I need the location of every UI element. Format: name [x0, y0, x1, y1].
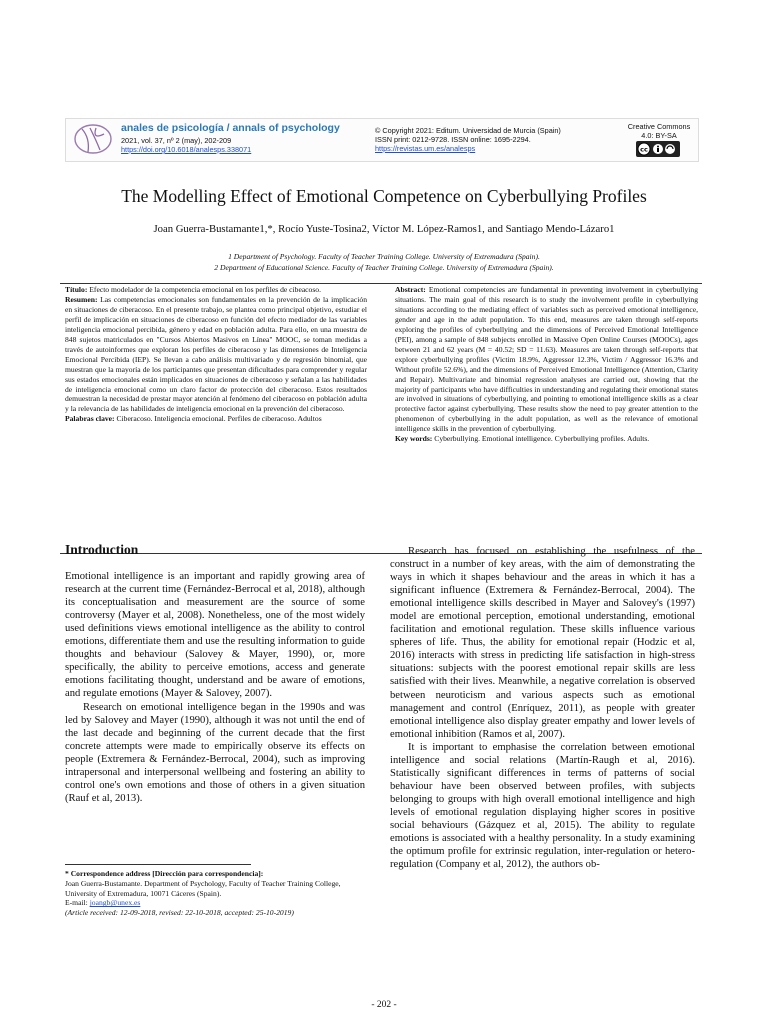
titulo-text: Efecto modelador de la competencia emocional en los perfiles de cibeacoso. [89, 285, 322, 294]
footnote-body: Joan Guerra-Bustamante. Department of Psychology, Faculty of Teacher Training College, University of Extremadura, 10071 Cáceres (Spain). [65, 878, 341, 898]
journal-issue: 2021, vol. 37, nº 2 (may), 202-209 [121, 136, 232, 145]
paper-title: The Modelling Effect of Emotional Competence on Cyberbullying Profiles [121, 186, 647, 206]
page-number: - 202 - [371, 1000, 397, 1010]
cc-label: Creative Commons [627, 122, 691, 131]
keywords-text: Cyberbullying. Emotional intelligence. Cyberbullying profiles. Adults. [434, 434, 650, 444]
body-paragraph-2: It is important to emphasise the correlation between emotional intelligence and social relations (Martín-Raugh et al, 2016). Statistically significant differences in terms of patterns of social behaviour have been observed between profiles, with subjects belonging to groups with high overall emotional intelligence and high levels of emotional regulation displaying higher scores in positive social behaviours (Gázquez et al, 2015). The ability to regulate emotions is associated with a healthy personality. In a study examining the optimum profile for extrinsic regulation, inter-regulation or hetero-regulation (Company et al, 2012), the authors ob- [390, 741, 695, 871]
resumen-label: Resumen: [65, 294, 98, 304]
affiliation-2: 2 Department of Educational Science. Faculty of Teacher Training College. University of Extremadura (Spain). [214, 263, 554, 272]
palabras-clave-text: Ciberacoso. Inteligencia emocional. Perfiles de ciberacoso. Adultos [116, 414, 322, 424]
journal-logo-icon [70, 120, 116, 158]
abstract-top-rule [60, 283, 702, 284]
intro-paragraph-2: Research on emotional intelligence began in the 1990s and was led by Salovey and Mayer (1990), although it was not until the end of the last decade and beginning of the current decade that the first concrete attempts were made to empirically observe its effects on people (Extremera & Fernández-Berrocal, 2004), such as improving intrapersonal and interpersonal wellbeing and fostering an ability to control one's own emotions and those of others in a given situation (Rauf et al, 2013). [65, 701, 365, 804]
email-link[interactable]: joangb@unex.es [89, 898, 141, 908]
author-list: Joan Guerra-Bustamante1,*, Rocío Yuste-Tosina2, Víctor M. López-Ramos1, and Santiago Mendo-Lázaro1 [153, 223, 615, 235]
resumen-text: Las competencias emocionales son fundamentales en la prevención de la implicación en situaciones de ciberacoso. En el presente trabajo, se plantea como principal objetivo, estudiar el perfil de implicación en situaciones de ciberacoso en función del efecto mediador de las variables inteligencia emocional percibida, género y edad en población adulta. Para ello, en una muestra de 848 sujetos matriculados en "Cursos Abiertos Masivos en Línea" MOOC, se toman medidas a través de autoinformes que exploran los perfiles de ciberacoso y las dimensiones de Inteligencia Emocional Percibida (IEP). Se llevan a cabo análisis multivariado y de regresión binomial, que muestran que la mayoría de los participantes que presentan dificultades para comprender y regular sus estados emocionales están implicados en situaciones de ciberacoso y señalan a las habilidades de inteligencia emocional como un claro factor de protección del ciberacoso. Estos resultados demuestran la necesidad de prestar mayor atención al fenómeno del ciberacoso en población adulta y la relevancia de las habilidades de inteligencia emocional en la prevención del ciberacoso. [65, 294, 367, 414]
issn-text: ISSN print: 0212-9728. ISSN online: 1695-2294. [375, 135, 531, 144]
journal-name: anales de psicología / annals of psychology [121, 122, 340, 134]
abstract-label: Abstract: [395, 285, 426, 294]
article-dates: (Article received: 12-09-2018, revised: 22-10-2018, accepted: 25-10-2019) [65, 908, 294, 918]
abstract-spanish [65, 285, 367, 424]
titulo-label: Título: [65, 285, 88, 294]
svg-text:cc: cc [640, 145, 648, 154]
right-column [390, 545, 695, 871]
footnote-rule [65, 864, 251, 865]
journal-url-link[interactable]: https://revistas.um.es/analesps [375, 144, 476, 153]
cc-version: 4.0: BY-SA [641, 131, 677, 140]
footnote-label: * Correspondence address [Dirección para correspondencia]: [65, 869, 264, 878]
abstract-english [395, 285, 698, 444]
copyright-text: © Copyright 2021: Editum. Universidad de Murcia (Spain) [375, 126, 561, 135]
body-paragraph-1: Research has focused on establishing the usefulness of the construct in a number of key areas, with the aim of demonstrating the ways in which it shapes behaviour and the areas in which it has a significant influence (Extremera & Fernández-Berrocal, 2004). The emotional intelligence skills described in Mayer and Salovey's (1997) model are emotional perception, emotional understanding, emotional facilitation and emotional regulation. These skills influence various spheres of life. Thus, the ability for emotional repair (Hodzic et al, 2016) interacts with stress in predicting life satisfaction in high-stress situations: subjects with the poorest emotional repair skills are less satisfied with their lives. Meanwhile, a negative correlation is observed between neuroticism and various aspects such as emotional management and control (Enríquez, 2011), as people with greater emotional intelligence also display greater empathy and lower levels of emotional inhibition (Ramos et al, 2007). [390, 546, 695, 740]
doi-link[interactable]: https://doi.org/10.6018/analesps.338071 [121, 145, 252, 154]
palabras-clave-label: Palabras clave: [65, 414, 115, 424]
left-column [65, 543, 365, 805]
keywords-label: Key words: [395, 434, 433, 444]
section-heading-introduction: Introduction [65, 542, 139, 557]
correspondence-footnote [65, 869, 365, 918]
abstract-text: Emotional competencies are fundamental in preventing involvement in cyberbullying situations. The main goal of this research is to study the involvement profile in cyberbullying situations according to the mediating effect of variables such as perceived emotional intelligence, gender and age in the adult population. To this end, measures are taken through self-reports exploring the profiles of cyberbullying and the dimensions of Perceived Emotional Intelligence (PEI), among a sample of 848 subjects enrolled in Massive Open Online Courses (MOOCs), ages between 21 and 62 years (M = 40.52; SD = 11.63). Measures are taken through self-reports that explore cyberbullying profiles (Victim 18.9%, Aggressor 12.3%, Victim / Aggressor 16.3% and Without profile 52.6%), and the dimensions of Perceived Emotional Intelligence (Attention, Clarity and Repair). Multivariate and binomial regression analyses are carried out, showing that the majority of participants who have difficulties in understanding and regulating their emotional states are involved in situations of cyberbullying, and pointing to emotional intelligence skills as a clear protective factor against cyberbullying. These results show the need to pay greater attention to the phenomenon of cyberbullying in the adult population, as well as the relevance of emotional intelligence skills in the prevention of cyberbullying. [395, 285, 699, 434]
affiliation-1: 1 Department of Psychology. Faculty of Teacher Training College. University of Extremadura (Spain). [228, 252, 540, 261]
intro-paragraph-1: Emotional intelligence is an important and rapidly growing area of research at the current time (Fernández-Berrocal et al, 2018), although its conceptualisation and measurement are the source of some controversy (Mayer et al, 2008). Nonetheless, one of the most widely used definitions views emotional intelligence as the ability to control emotions, differentiate them and use the resulting information to guide thoughts and behaviour (Salovey & Mayer, 1990), or, more specifically, the ability to perceive emotions, access and generate emotions facilitating thought, understand and be aware of emotions, and regulate emotions (Mayer & Salovey, 2007). [65, 571, 365, 700]
cc-by-sa-icon[interactable] [636, 141, 680, 157]
email-label: E-mail: [65, 898, 88, 908]
